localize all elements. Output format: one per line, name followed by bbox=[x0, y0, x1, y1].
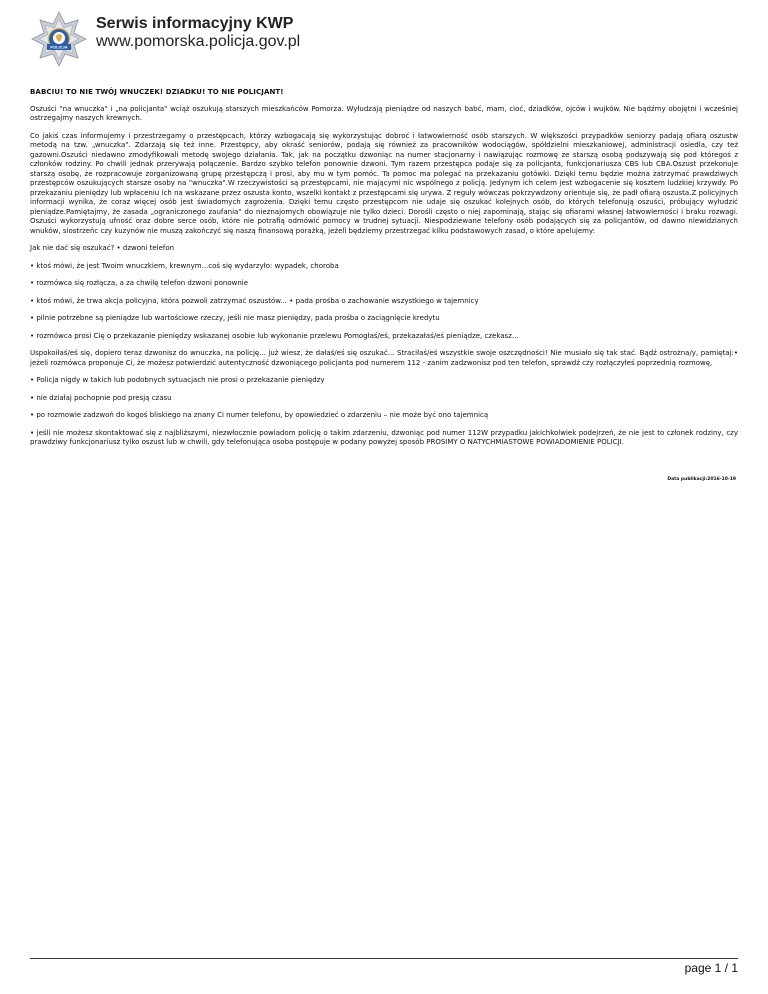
list-item: • rozmówca prosi Cię o przekazanie pieniędzy wskazanej osobie lub wykonanie przelewu Pomogłaś/eś, przekazałaś/eś pieniądze, czekasz... bbox=[30, 331, 519, 340]
list-item: • jeśli nie możesz skontaktować się z najbliższymi, niezwłocznie powiadom policję o takim zdarzeniu, dzwoniąc pod numer 112W przypadku jakichkolwiek podejrzeń, że nie jest to członek rodziny, czy prawdziwy funkcjonariusz tylko oszust lub w chwili, gdy telefonująca osoba postępuje w podany powyżej sposób PROSIMY O NATYCHMIASTOWE POWIADOMIENIE POLICJI. bbox=[30, 428, 738, 446]
list-item: • nie działaj pochopnie pod presją czasu bbox=[30, 393, 172, 402]
article-paragraph-how-to: Jak nie dać się oszukać? • dzwoni telefon bbox=[30, 244, 175, 252]
publication-date: Data publikacji:2016-10-19 bbox=[667, 476, 736, 482]
list-item: • rozmówca się rozłącza, a za chwilę telefon dzwoni ponownie bbox=[30, 279, 249, 287]
list-item: • ktoś mówi, że jest Twoim wnuczkiem, krewnym...coś się wydarzyło: wypadek, choroba bbox=[30, 261, 339, 270]
article-title: BABCIU! TO NIE TWÓJ WNUCZEK! DZIADKU! TO NIE POLICJANT! bbox=[30, 88, 284, 96]
footer-divider bbox=[30, 958, 738, 959]
site-url: www.pomorska.policja.gov.pl bbox=[96, 33, 301, 50]
article-paragraph-main: Co jakiś czas informujemy i przestrzegamy o przestępcach, którzy wzbogacają się wykorzystując dobroć i łatwowierność osób starszych. W większości przypadków seniorzy padają ofiarą oszustw metodą na tzw. „wnuczka". Zdarzają się też inne. Przestępcy, aby okraść seniorów, podają się również za pracowników wodociągów, spółdzielni mieszkaniowej, administracji osiedla, czy też gazowni.Oszuści niedawno zmodyfikowali metodę swojego działania. Tak, jak na początku dzwoniąc na numer stacjonarny i nawiązując rozmowę ze starszą osobą podszywają się pod któregoś z członków rodziny. Po chwili jednak przerywają połączenie. Bardzo szybko telefon ponownie dzwoni. Tym razem przestępca podaje się za policjanta, funkcjonariusza CBS lub CBA.Oszust przekonuje starszą osobę, że rozpracowuje zorganizowaną grupę przestępczą i prosi, aby mu w tym pomóc. Ta pomoc ma polegać na przekazaniu gotówki. Dzięki temu będzie można zatrzymać prawdziwych przestępców oszukujących starsze osoby na "wnuczka".W rzeczywistości są przestępcami, nie mającymi nic wspólnego z policją. Jedynym ich celem jest wzbogacenie się kosztem ludzkiej krzywdy. Po przekazaniu pieniędzy lub wpłaceniu ich na wskazane przez oszusta konto, wszelki kontakt z przestępcami się urywa. Z reguły wówczas pokrzywdzony orientuje się, że padł ofiarą oszusta.Z policyjnych informacji wynika, że coraz więcej osób jest świadomych zagrożenia. Dzięki temu często przestępcom nie udaje się oszukać kolejnych osób, do których telefonują oszuści, próbujący wyłudzić pieniądze.Pamiętajmy, że zasada „ograniczonego zaufania" do nieznajomych obowiązuje nie tylko dzieci. Dorośli często o niej zapominają, stając się ofiarami własnej łatwowierności i braku rozwagi. Oszuści wykorzystują ufność oraz dobre serce osób, które nie potrafią odmówić pomocy w trudnej sytuacji. Niespodziewane telefony osób podających się za policjantów, od dawno niewidzianych wnuków, siostrzeńc czy kuzynów nie muszą zakończyć się naszą finansową porażką, jeżeli będziemy przestrzegać kilku podstawowych zasad, o które apelujemy: bbox=[30, 131, 738, 235]
page-header bbox=[30, 10, 730, 70]
site-title: Serwis informacyjny KWP bbox=[96, 15, 294, 32]
logo-ribbon-text: POLICJA bbox=[50, 44, 68, 50]
article-paragraph-intro: Oszuści "na wnuczka" i „na policjanta" wciąż oszukują starszych mieszkańców Pomorza. Wyłudzają pieniądze od naszych babć, mam, cioć, dziadków, ojców i wujków. Nie bądźmy obojętni i wcześniej ostrzegajmy naszych krewnych. bbox=[30, 104, 738, 122]
police-star-badge-svg bbox=[30, 10, 88, 68]
list-item: • po rozmowie zadzwoń do kogoś bliskiego na znany Ci numer telefonu, by opowiedzieć o zdarzeniu – nie może być ono tajemnicą bbox=[30, 411, 489, 419]
list-item: • ktoś mówi, że trwa akcja policyjna, która pozwoli zatrzymać oszustów... • pada prośba o zachowanie wszystkiego w tajemnicy bbox=[30, 296, 479, 305]
article-content bbox=[30, 88, 738, 484]
page-number: page 1 / 1 bbox=[684, 961, 738, 975]
list-item: • Policja nigdy w takich lub podobnych sytuacjach nie prosi o przekazanie pieniędzy bbox=[30, 376, 325, 384]
list-item: • pilnie potrzebne są pieniądze lub wartościowe rzeczy, jeśli nie masz pieniędzy, pada prośba o zaciągnięcie kredytu bbox=[30, 314, 440, 322]
article-paragraph-warning: Uspokoiłaś/eś się, dopiero teraz dzwonisz do wnuczka, na policję... już wiesz, że dałaś/eś się oszukać... Straciłaś/eś wszystkie swoje oszczędności! Nie musiało się tak stać. Bądź ostrożna/y, pamiętaj:• jeżeli rozmówca proponuje Ci, że możesz potwierdzić autentyczność dzwoniącego policjanta pod numerem 112 - zanim zadzwonisz pod ten telefon, sprawdź czy rozłączyłeś poprzednią rozmowę, bbox=[30, 349, 738, 367]
police-star-badge-icon bbox=[30, 10, 88, 68]
